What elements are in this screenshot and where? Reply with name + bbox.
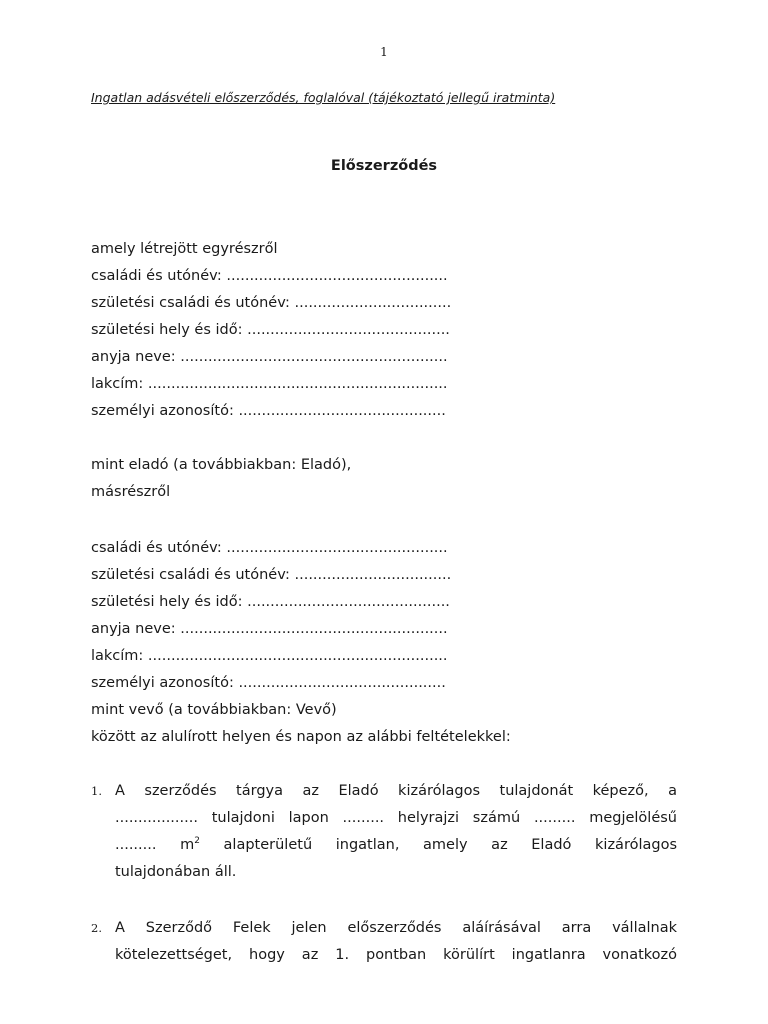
other-side-line: másrészről [91, 484, 171, 500]
clause-line: A szerződés tárgya az Eladó kizárólagos tulajdonát képező, a [115, 783, 677, 799]
buyer-birth-place-date-field: születési hely és idő: ............................................ [91, 594, 450, 610]
clause-text [115, 781, 677, 889]
buyer-mother-name-field: anyja neve: .......................................................... [91, 621, 448, 637]
intro-line: amely létrejött egyrészről [91, 241, 278, 257]
seller-birth-place-date-field: születési hely és idő: ............................................ [91, 322, 450, 338]
clause-line: kötelezettséget, hogy az 1. pontban körülírt ingatlanra vonatkozó [115, 947, 677, 963]
seller-birth-name-field: születési családi és utónév: .................................. [91, 295, 452, 311]
clause-line: A Szerződő Felek jelen előszerződés aláírásával arra vállalnak [115, 920, 677, 936]
clause-line-area: ......... $m^2$ alapterületű ingatlan, amely az Eladó kizárólagos [115, 836, 678, 853]
clause-line: .................. tulajdoni lapon ......... helyrajzi számú ......... megjelölésű [115, 810, 677, 826]
document-subtitle: Ingatlan adásvételi előszerződés, foglalóval (tájékoztató jellegű iratminta) [91, 90, 556, 105]
document-title: Előszerződés [330, 158, 438, 174]
seller-address-field: lakcím: ................................................................. [91, 376, 448, 392]
buyer-birth-name-field: születési családi és utónév: .................................. [91, 567, 452, 583]
page-number: 1 [380, 45, 388, 59]
buyer-role-line: mint vevő (a továbbiakban: Vevő) [91, 702, 337, 718]
clause-number: 2. [91, 921, 102, 935]
buyer-personal-id-field: személyi azonosító: ............................................. [91, 675, 446, 691]
area-unit-superscript: 2 [194, 836, 200, 846]
clause-line: tulajdonában áll. [115, 864, 237, 880]
seller-name-field: családi és utónév: ................................................ [91, 268, 448, 284]
clause-number: 1. [91, 784, 102, 798]
seller-mother-name-field: anyja neve: .......................................................... [91, 349, 448, 365]
buyer-name-field: családi és utónév: ................................................ [91, 540, 448, 556]
clause-text [115, 918, 677, 972]
seller-role-line: mint eladó (a továbbiakban: Eladó), [91, 457, 352, 473]
buyer-address-field: lakcím: ................................................................. [91, 648, 448, 664]
conditions-line: között az alulírott helyen és napon az alábbi feltételekkel: [91, 729, 511, 745]
seller-personal-id-field: személyi azonosító: ............................................. [91, 403, 446, 419]
